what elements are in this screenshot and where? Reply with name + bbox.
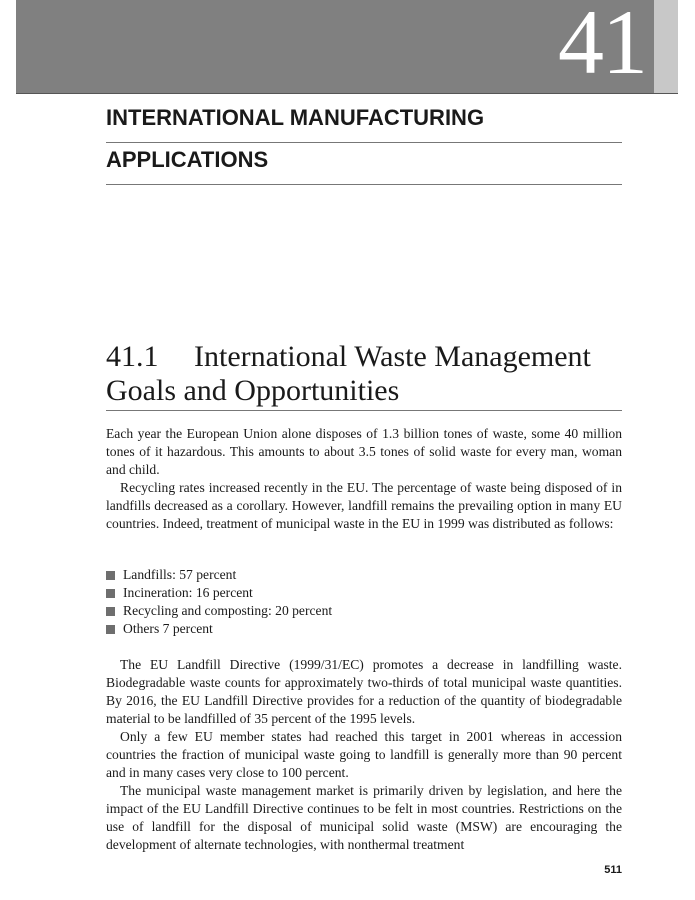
section-title-line-2: Goals and Opportunities — [106, 374, 400, 407]
paragraph: Only a few EU member states had reached this target in 2001 whereas in accession countries the fraction of municipal waste going to landfill is generally more than 90 percent and in many cases very close to 100 percent. — [106, 729, 622, 780]
chapter-banner — [16, 0, 654, 94]
bullet-square-icon — [106, 571, 115, 580]
paragraph: The EU Landfill Directive (1999/31/EC) promotes a decrease in landfilling waste. Biodegradable waste counts for approximately two-thirds of total municipal waste quantities. By 2016, the EU Landfill Directive provides for a reduction of the quantity of biodegradable material to be landfilled of 35 percent of the 1995 levels. — [106, 657, 622, 726]
list-item: Others 7 percent — [106, 620, 622, 638]
list-item: Incineration: 16 percent — [106, 584, 622, 602]
list-item: Landfills: 57 percent — [106, 566, 622, 584]
chapter-tab — [654, 0, 678, 94]
list-item: Recycling and composting: 20 percent — [106, 602, 622, 620]
intro-text — [106, 425, 622, 533]
paragraph: Each year the European Union alone disposes of 1.3 billion tones of waste, some 40 million tones of it hazardous. This amounts to about 3.5 tones of solid waste for every man, woman and child. — [106, 426, 622, 477]
main-text — [106, 656, 622, 854]
chapter-number: 41 — [558, 0, 646, 93]
chapter-title — [106, 101, 622, 185]
chapter-title-line-1: INTERNATIONAL MANUFACTURING — [106, 101, 622, 143]
section-heading — [106, 340, 622, 411]
section-title-line-1: International Waste Management — [194, 340, 591, 373]
bullet-square-icon — [106, 589, 115, 598]
section-number: 41.1 — [106, 340, 159, 373]
paragraph: Recycling rates increased recently in the EU. The percentage of waste being disposed of in landfills decreased as a corollary. However, landfill remains the prevailing option in many EU countries. Indeed, treatment of municipal waste in the EU in 1999 was distributed as follows: — [106, 480, 622, 531]
bullet-square-icon — [106, 607, 115, 616]
bullet-list — [106, 566, 622, 638]
page-number: 511 — [604, 864, 622, 876]
chapter-title-line-2: APPLICATIONS — [106, 143, 622, 185]
paragraph: The municipal waste management market is primarily driven by legislation, and here the impact of the EU Landfill Directive continues to be felt in most countries. Restrictions on the use of landfill for the disposal of municipal solid waste (MSW) are encouraging the development of alternate technologies, with nonthermal treatment — [106, 783, 622, 852]
bullet-square-icon — [106, 625, 115, 634]
